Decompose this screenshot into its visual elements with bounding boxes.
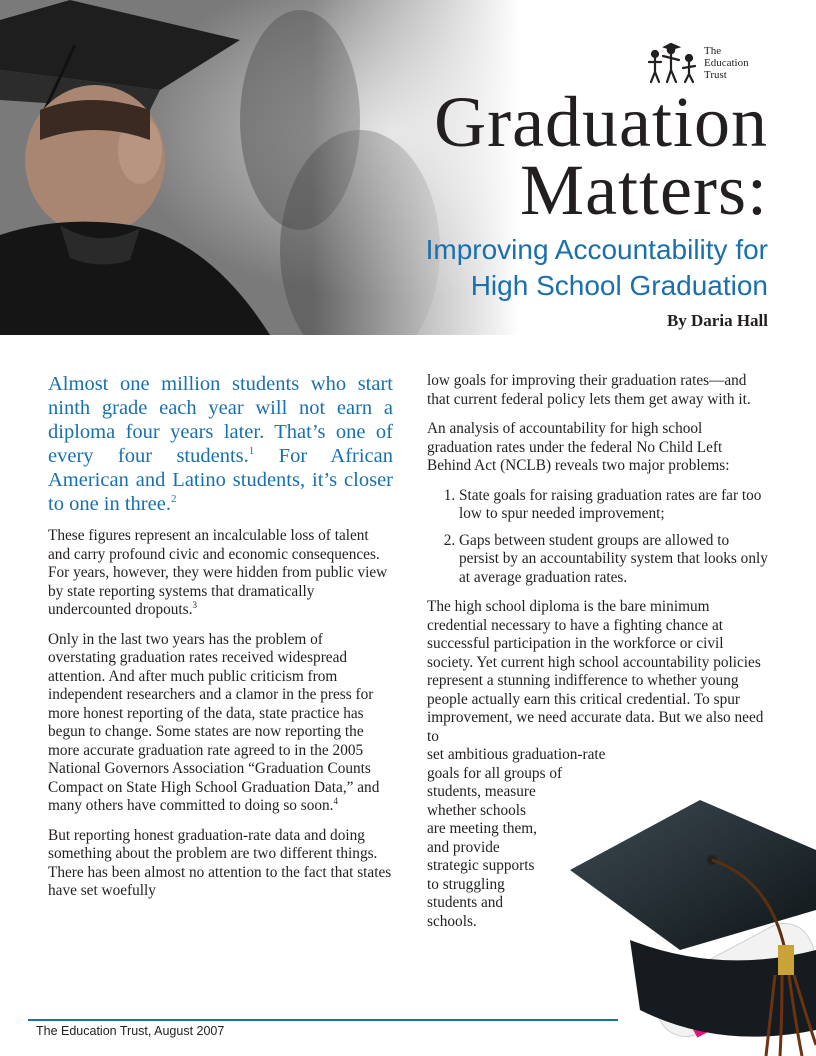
page-title (434, 82, 768, 230)
paragraph-text: Only in the last two years has the problem of overstating graduation rates received widespread attention. And after much public criticism from independent researchers and a clamor in the press for more honest reporting of the data, state practice has begun to change. Some states are now reporting the more accurate graduation rate agreed to in the 2005 National Governors Association “Graduation Counts Compact on State High School Graduation Data,” and many others have committed to doing so soon. (48, 630, 380, 814)
lead-text: Almost one million students who start ninth grade each year will not earn a diploma four years later. That’s one of every four students. (48, 373, 393, 467)
body-paragraph: An analysis of accountability for high school graduation rates under the federal No Child Left Behind Act (NCLB) reveals two major problems: (427, 420, 730, 474)
body-paragraph (48, 631, 393, 816)
wrapped-line: students and (427, 894, 504, 911)
paragraph-text: These figures represent an incalculable loss of talent and carry profound civic and economic consequences. For years, however, they were hidden from public view by state reporting systems that dramatically undercounted dropouts. (48, 527, 388, 618)
left-column (48, 372, 393, 912)
footer-divider (28, 1019, 618, 1021)
subtitle-line-2: High School Graduation (470, 270, 768, 301)
body-paragraph: low goals for improving their graduation rates—and that current federal policy lets them get away with it. (427, 372, 751, 408)
wrapped-line: schools. (427, 912, 477, 930)
logo-text-line: Education (704, 57, 749, 69)
body-paragraph (48, 527, 393, 620)
footnote-ref: 4 (333, 795, 339, 806)
footnote-ref: 2 (170, 493, 177, 506)
list-item: 2. Gaps between student groups are allowed to persist by an accountability system that looks only at average graduation rates. (459, 532, 769, 588)
footnote-ref: 3 (192, 599, 197, 610)
footnote-ref: 1 (248, 445, 255, 458)
subtitle-line-1: Improving Accountability for (425, 234, 768, 265)
wrapped-line: are meeting them, (427, 820, 538, 837)
wrapped-line: to struggling (427, 875, 505, 893)
graduation-cap-illustration (570, 800, 816, 1056)
wrapped-line: strategic supports (427, 857, 535, 874)
logo-text-line: Trust (704, 69, 727, 81)
wrapped-line: and provide (427, 838, 500, 856)
wrapped-line: whether schools (427, 801, 526, 819)
footer-text: The Education Trust, August 2007 (36, 1024, 225, 1038)
title-line-1: Graduation (434, 82, 768, 162)
wrapped-line: goals for all groups of (427, 764, 563, 782)
logo-text (704, 45, 749, 81)
lead-paragraph (48, 372, 393, 516)
problems-list (427, 487, 769, 588)
wrapped-line: set ambitious graduation-rate (427, 746, 606, 763)
body-paragraph: But reporting honest graduation-rate data and doing something about the problem are two different things. There has been almost no attention to the fact that states have set woefully (48, 826, 392, 899)
lead-text-2: For African American and Latino students, it’s closer to one in three. (48, 445, 394, 515)
paragraph-text: The high school diploma is the bare minimum credential necessary to have a fighting chance at successful participation in the workforce or civil society. Yet current high school accountability policies represent a stunning indifference to whether young people actually earn this critical credential. To spur improvement, we need accurate data. But we also need to (427, 598, 764, 745)
list-item: 1. State goals for raising graduation rates are far too low to spur needed improvement; (459, 487, 769, 524)
logo-text-line: The (704, 45, 722, 57)
page-subtitle (328, 232, 768, 304)
title-line-2: Matters: (520, 150, 768, 230)
byline: By Daria Hall (666, 311, 768, 330)
wrapped-line: students, measure (427, 783, 536, 800)
